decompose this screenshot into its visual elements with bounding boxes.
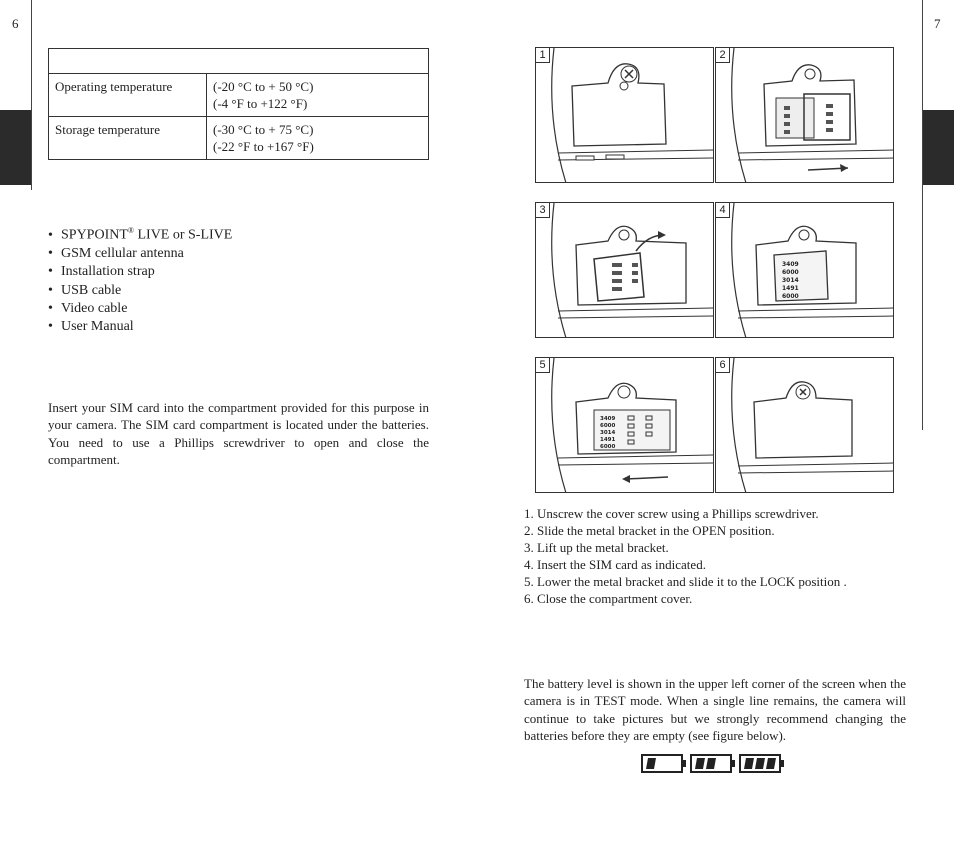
installation-steps [524,505,847,607]
list-item: 3. Lift up the metal bracket. [524,540,669,555]
left-margin-line [31,0,32,190]
list-item: • Installation strap [48,263,232,281]
list-item: 5. Lower the metal bracket and slide it to the LOCK position . [524,574,847,589]
spec-value-celsius: (-30 °C to + 75 °C) [213,122,314,137]
battery-tip [682,760,686,767]
table-row [49,117,429,160]
spec-label: Storage temperature [49,117,207,160]
page-number-right: 7 [934,16,941,31]
table-row [49,74,429,117]
list-item: • SPYPOINT® LIVE or S-LIVE [48,222,232,245]
bracket-open-illustration [716,48,894,183]
sim-card-line: 3409 [600,416,616,422]
sim-intro-paragraph: Insert your SIM card into the compartment provided for this purpose in your camera. The SIM card compartment is located under the batteries. You need to use a Phillips screwdriver to open and close the compartment. [48,400,429,467]
spec-value-fahrenheit: (-22 °F to +167 °F) [213,139,314,154]
page-number-left: 6 [12,16,19,31]
list-item: 2. Slide the metal bracket in the OPEN position. [524,523,775,538]
right-margin-line [922,0,923,430]
left-chapter-tab [0,110,31,185]
battery-levels-figure [641,753,785,775]
spec-label: Operating temperature [49,74,207,117]
sim-cover-closed-illustration [536,48,714,183]
panel-number: 1 [536,48,550,63]
panel-number: 5 [536,358,550,373]
sim-card-line: 3014 [782,277,799,284]
sim-card-line: 1491 [600,437,616,443]
panel-number: 3 [536,203,550,218]
specs-table [48,48,429,160]
figure-panel-3 [535,202,714,338]
battery-tip [731,760,735,767]
spec-value [207,74,429,117]
bracket-lift-illustration [536,203,714,338]
sim-insert-illustration [716,203,894,338]
battery-paragraph: The battery level is shown in the upper left corner of the screen when the camera is in TEST mode. When a single line remains, the camera will continue to take pictures but we strongly recommend changing the batteries before they are empty (see figure below). [524,676,906,743]
sim-card-line: 6000 [600,444,616,450]
sim-card-line: 6000 [600,423,616,429]
sim-cover-reclosed-illustration [716,358,894,493]
figure-panel-5 [535,357,714,493]
panel-number: 4 [716,203,730,218]
list-item: • USB cable [48,282,232,300]
figure-panel-1 [535,47,714,183]
list-item: 1. Unscrew the cover screw using a Phillips screwdriver. [524,506,819,521]
figure-panel-6 [715,357,894,493]
list-item: • Video cable [48,300,232,318]
spec-value-fahrenheit: (-4 °F to +122 °F) [213,96,308,111]
sim-card-line: 1491 [782,285,799,292]
list-item: • User Manual [48,318,232,336]
right-chapter-tab [923,110,954,185]
battery-tip [780,760,784,767]
bracket-lock-illustration [536,358,714,493]
package-contents-list [48,222,232,336]
sim-card-line: 3409 [782,261,799,268]
panel-number: 2 [716,48,730,63]
sim-card-line: 6000 [782,269,799,276]
figure-panel-4 [715,202,894,338]
sim-card-line: 6000 [782,293,799,300]
figure-panel-2 [715,47,894,183]
list-item: 6. Close the compartment cover. [524,591,693,606]
list-item: • GSM cellular antenna [48,245,232,263]
specs-table-header-row [49,49,429,74]
spec-value [207,117,429,160]
panel-number: 6 [716,358,730,373]
list-item: 4. Insert the SIM card as indicated. [524,557,706,572]
spec-value-celsius: (-20 °C to + 50 °C) [213,79,314,94]
sim-card-line: 3014 [600,430,616,436]
specs-table-header [49,49,429,74]
